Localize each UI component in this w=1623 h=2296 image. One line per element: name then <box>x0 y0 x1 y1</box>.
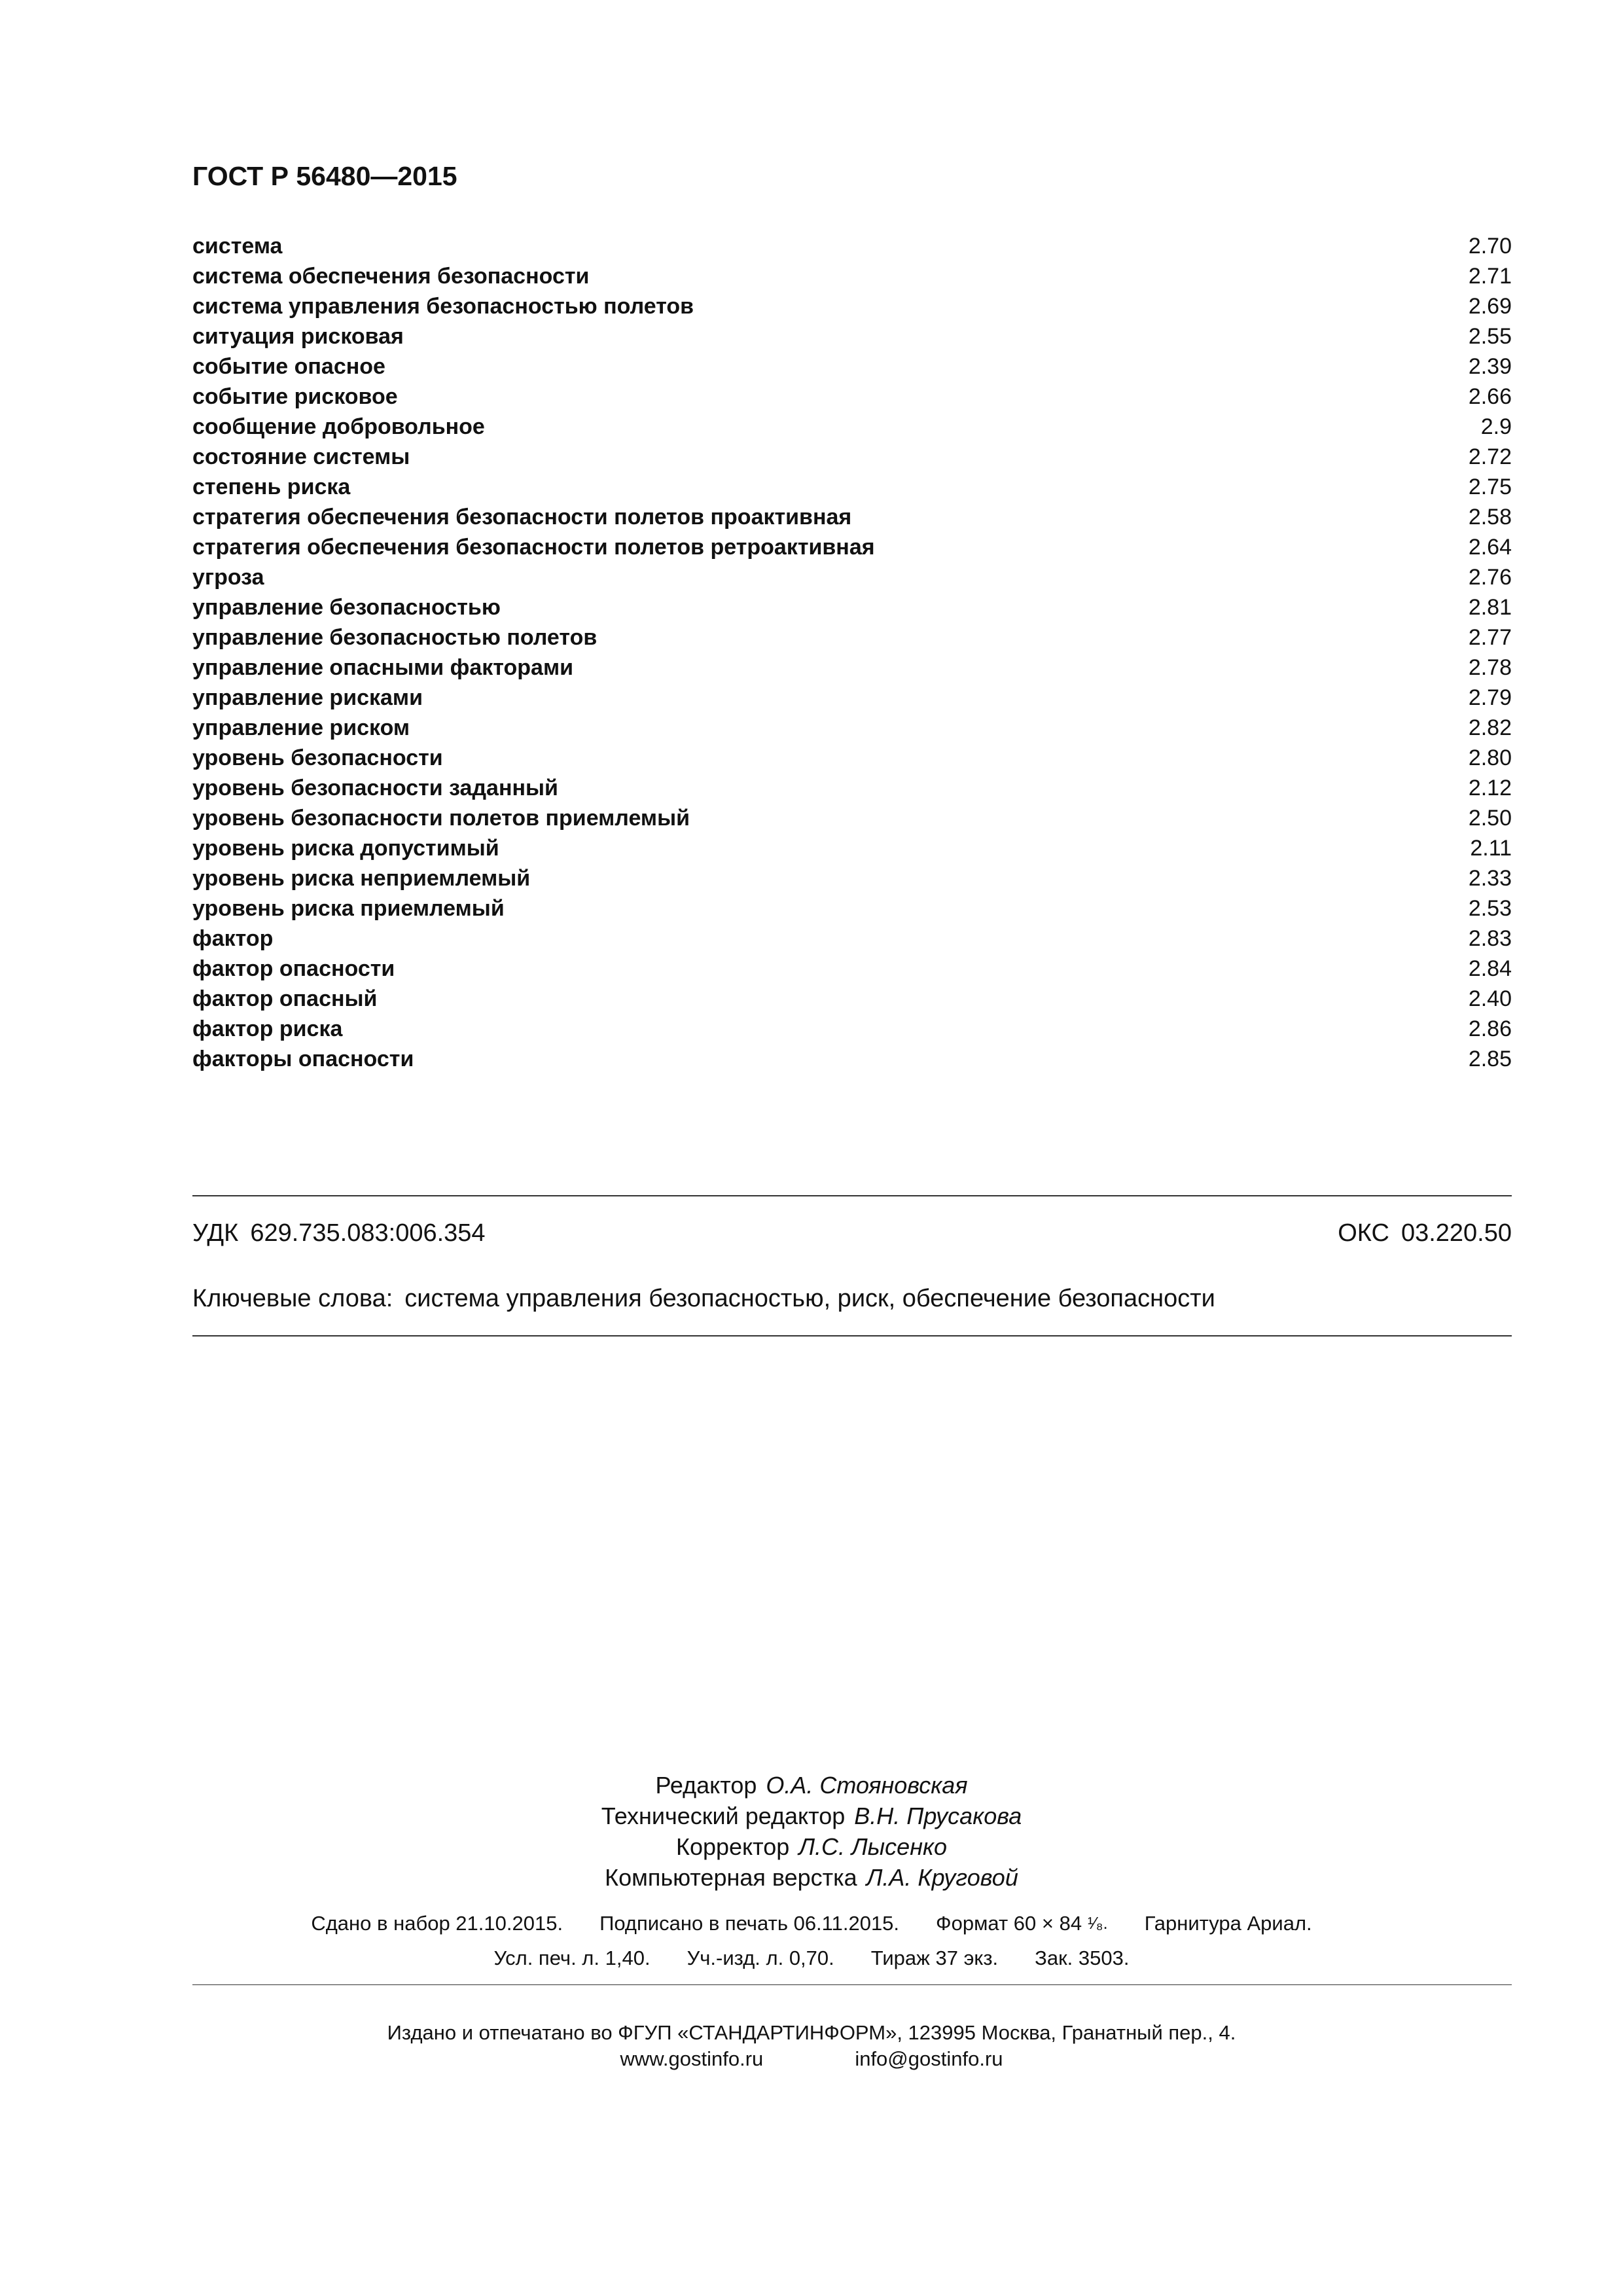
index-entry <box>192 261 1512 291</box>
index-term: фактор риска <box>192 1016 343 1041</box>
index-entry <box>192 382 1512 412</box>
udk-value: 629.735.083:006.354 <box>250 1219 486 1247</box>
index-term: сообщение добровольное <box>192 414 485 439</box>
index-term: уровень риска приемлемый <box>192 896 505 921</box>
index-ref: 2.71 <box>1468 264 1512 289</box>
index-term: событие опасное <box>192 354 385 379</box>
index-term: ситуация рисковая <box>192 324 404 349</box>
index-entry <box>192 472 1512 502</box>
index-entry <box>192 1014 1512 1044</box>
index-term: фактор опасности <box>192 956 395 981</box>
page-title: ГОСТ Р 56480—2015 <box>192 161 457 191</box>
udk-code <box>192 1217 486 1249</box>
index-ref: 2.66 <box>1468 384 1512 409</box>
index-term: управление риском <box>192 715 410 740</box>
index-entry <box>192 532 1512 562</box>
oks-value: 03.220.50 <box>1400 1219 1512 1247</box>
index-term: система обеспечения безопасности <box>192 264 590 289</box>
classification-row <box>192 1217 1512 1249</box>
index-ref: 2.80 <box>1468 745 1512 770</box>
index-entry <box>192 893 1512 924</box>
credit-tech-editor <box>0 1801 1623 1831</box>
divider-middle <box>192 1335 1512 1336</box>
index-ref: 2.76 <box>1468 565 1512 590</box>
index-term: фактор <box>192 926 274 951</box>
keywords-label: Ключевые слова: <box>192 1285 393 1312</box>
publisher-contacts <box>0 2046 1623 2072</box>
index-term: уровень безопасности заданный <box>192 776 558 800</box>
index-entry <box>192 231 1512 261</box>
index-term: управление опасными факторами <box>192 655 574 680</box>
paper-format <box>936 1910 1108 1937</box>
index-ref: 2.84 <box>1468 956 1512 981</box>
typeface: Гарнитура Ариал. <box>1144 1912 1312 1935</box>
index-ref: 2.12 <box>1468 776 1512 800</box>
index-ref: 2.50 <box>1468 806 1512 831</box>
index-entry <box>192 351 1512 382</box>
index-ref: 2.81 <box>1468 595 1512 620</box>
index-ref: 2.77 <box>1468 625 1512 650</box>
index-term: угроза <box>192 565 264 590</box>
oks-label: ОКС <box>1338 1219 1389 1247</box>
index-entry <box>192 622 1512 653</box>
index-entry <box>192 291 1512 321</box>
credit-editor <box>0 1770 1623 1801</box>
index-ref: 2.86 <box>1468 1016 1512 1041</box>
keywords <box>192 1283 1215 1314</box>
website-link[interactable]: www.gostinfo.ru <box>620 2047 764 2070</box>
index-entry <box>192 833 1512 863</box>
index-entry <box>192 743 1512 773</box>
index-term: событие рисковое <box>192 384 398 409</box>
index-term: степень риска <box>192 475 351 499</box>
index-ref: 2.75 <box>1468 475 1512 499</box>
index-term: факторы опасности <box>192 1047 414 1071</box>
index-term: фактор опасный <box>192 986 378 1011</box>
index-ref: 2.53 <box>1468 896 1512 921</box>
index-ref: 2.11 <box>1470 836 1512 861</box>
credit-proofreader <box>0 1831 1623 1862</box>
credit-role: Корректор <box>675 1833 790 1860</box>
index-entry <box>192 863 1512 893</box>
index-entry <box>192 773 1512 803</box>
credit-name: Л.С. Лысенко <box>798 1833 948 1860</box>
circulation: Тираж 37 экз. <box>870 1946 999 1969</box>
credit-role: Технический редактор <box>601 1803 846 1829</box>
udk-label: УДК <box>192 1219 239 1247</box>
index-ref: 2.40 <box>1468 986 1512 1011</box>
index-ref: 2.33 <box>1468 866 1512 891</box>
credit-name: Л.А. Круговой <box>866 1864 1018 1891</box>
index-term: уровень риска неприемлемый <box>192 866 531 891</box>
index-entry <box>192 653 1512 683</box>
email-link[interactable]: info@gostinfo.ru <box>855 2047 1003 2070</box>
index-ref: 2.72 <box>1468 444 1512 469</box>
editorial-credits <box>0 1770 1623 1893</box>
keywords-value: система управления безопасностью, риск, обеспечение безопасности <box>404 1285 1215 1312</box>
index-entry <box>192 562 1512 592</box>
index-ref: 2.39 <box>1468 354 1512 379</box>
index-term: уровень риска допустимый <box>192 836 499 861</box>
credit-role: Компьютерная верстка <box>605 1864 857 1891</box>
index-ref: 2.82 <box>1468 715 1512 740</box>
signed-date: Подписано в печать 06.11.2015. <box>599 1912 900 1935</box>
index-entry <box>192 1044 1512 1074</box>
index-entry <box>192 954 1512 984</box>
publisher-info <box>0 2020 1623 2072</box>
index-ref: 2.9 <box>1480 414 1512 439</box>
oks-code <box>1338 1217 1512 1249</box>
index-entry <box>192 412 1512 442</box>
publisher-address: Издано и отпечатано во ФГУП «СТАНДАРТИНФОРМ», 123995 Москва, Гранатный пер., 4. <box>387 2021 1236 2044</box>
credit-role: Редактор <box>655 1772 757 1799</box>
index-term: стратегия обеспечения безопасности полетов ретроактивная <box>192 535 875 560</box>
index-entry <box>192 592 1512 622</box>
credit-layout <box>0 1862 1623 1893</box>
printing-details-line-2 <box>0 1945 1623 1971</box>
printing-details-line-1 <box>0 1910 1623 1937</box>
index-ref: 2.83 <box>1468 926 1512 951</box>
index-term: уровень безопасности <box>192 745 443 770</box>
alphabetical-index <box>192 231 1512 1074</box>
index-term: управление безопасностью <box>192 595 501 620</box>
index-term: уровень безопасности полетов приемлемый <box>192 806 690 831</box>
format-fraction: ¹⁄₈. <box>1087 1913 1108 1933</box>
print-sheets: Усл. печ. л. 1,40. <box>493 1946 651 1969</box>
submitted-date: Сдано в набор 21.10.2015. <box>311 1912 563 1935</box>
index-ref: 2.85 <box>1468 1047 1512 1071</box>
index-entry <box>192 713 1512 743</box>
index-ref: 2.55 <box>1468 324 1512 349</box>
index-term: управление рисками <box>192 685 423 710</box>
index-term: система <box>192 234 283 259</box>
index-ref: 2.79 <box>1468 685 1512 710</box>
credit-name: О.А. Стояновская <box>766 1772 968 1799</box>
index-entry <box>192 442 1512 472</box>
divider-bottom <box>192 1984 1512 1985</box>
order-number: Зак. 3503. <box>1035 1946 1130 1969</box>
format-prefix: Формат 60 × 84 <box>936 1912 1082 1935</box>
index-entry <box>192 321 1512 351</box>
publisher-sheets: Уч.-изд. л. 0,70. <box>687 1946 834 1969</box>
index-entry <box>192 803 1512 833</box>
index-ref: 2.64 <box>1468 535 1512 560</box>
credit-name: В.Н. Прусакова <box>854 1803 1022 1829</box>
index-entry <box>192 984 1512 1014</box>
index-term: система управления безопасностью полетов <box>192 294 694 319</box>
index-entry <box>192 683 1512 713</box>
index-ref: 2.78 <box>1468 655 1512 680</box>
index-term: состояние системы <box>192 444 410 469</box>
index-entry <box>192 924 1512 954</box>
index-term: стратегия обеспечения безопасности полетов проактивная <box>192 505 852 529</box>
index-ref: 2.70 <box>1468 234 1512 259</box>
index-ref: 2.69 <box>1468 294 1512 319</box>
divider-top <box>192 1195 1512 1196</box>
index-entry <box>192 502 1512 532</box>
index-term: управление безопасностью полетов <box>192 625 597 650</box>
index-ref: 2.58 <box>1468 505 1512 529</box>
